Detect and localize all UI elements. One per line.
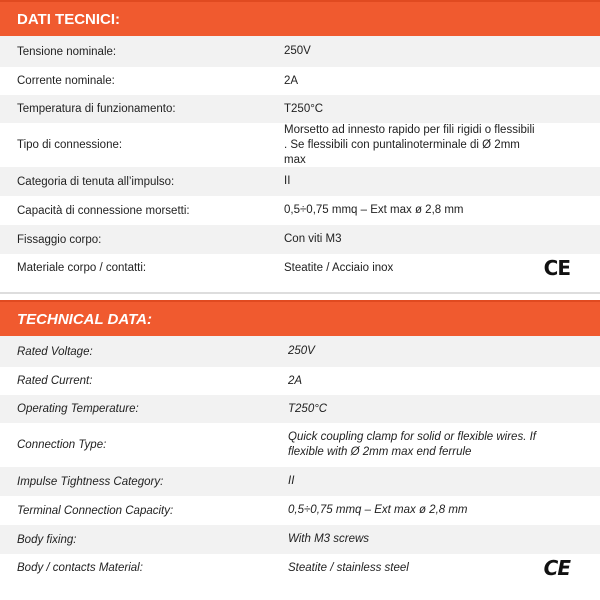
row-label: Impulse Tightness Category:	[17, 475, 164, 488]
section-title-it: DATI TECNICI:	[0, 0, 600, 36]
row-value: Morsetto ad innesto rapido per fili rigidi o flessibili . Se flessibili con puntalinoterminale di Ø 2mm max	[284, 123, 535, 166]
table-row	[0, 225, 600, 254]
row-label: Materiale corpo / contatti:	[17, 262, 147, 274]
section-divider	[0, 292, 600, 294]
table-row	[0, 395, 600, 423]
table-row	[0, 525, 600, 554]
english-technical-section	[0, 300, 600, 582]
row-label: Corrente nominale:	[17, 75, 115, 87]
table-row	[0, 423, 600, 467]
row-label: Terminal Connection Capacity:	[17, 504, 174, 517]
row-value: Con viti M3	[284, 233, 342, 245]
table-row	[0, 196, 600, 225]
section-title-en: TECHNICAL DATA:	[0, 300, 600, 336]
spec-table-en	[0, 336, 600, 582]
table-row	[0, 36, 600, 67]
row-label: Categoria di tenuta all’impulso:	[17, 175, 175, 188]
table-row	[0, 367, 600, 395]
row-label: Temperatura di funzionamento:	[17, 103, 176, 115]
row-value: Quick coupling clamp for solid or flexible wires. If flexible with Ø 2mm max end ferrule	[288, 431, 536, 458]
row-value: 250V	[284, 45, 311, 57]
italian-technical-section	[0, 0, 600, 282]
spec-table-it	[0, 36, 600, 282]
row-label: Rated Current:	[17, 375, 93, 387]
row-label: Tensione nominale:	[17, 45, 117, 58]
row-value: 0,5÷0,75 mmq – Ext max ø 2,8 mm	[284, 204, 464, 216]
table-row	[0, 467, 600, 496]
row-value: T250°C	[284, 102, 324, 115]
row-value: 0,5÷0,75 mmq – Ext max ø 2,8 mm	[288, 504, 468, 516]
table-row	[0, 496, 600, 525]
row-label: Body / contacts Material:	[17, 562, 143, 574]
table-row	[0, 254, 600, 282]
row-value: Steatite / Acciaio inox	[284, 261, 394, 274]
row-value: Steatite / stainless steel	[288, 561, 409, 574]
row-label: Capacità di connessione morsetti:	[17, 204, 190, 217]
table-row	[0, 167, 600, 196]
row-label: Body fixing:	[17, 533, 77, 546]
row-value: II	[284, 175, 291, 187]
table-row	[0, 336, 600, 367]
row-value: II	[288, 475, 295, 487]
table-row	[0, 123, 600, 167]
ce-mark-icon: CE	[543, 256, 570, 280]
row-label: Operating Temperature:	[17, 403, 139, 415]
row-label: Fissaggio corpo:	[17, 233, 102, 246]
row-value: 2A	[288, 374, 303, 387]
table-row	[0, 67, 600, 95]
row-value: 250V	[288, 345, 315, 357]
row-value: T250°C	[288, 402, 328, 415]
row-label: Rated Voltage:	[17, 345, 93, 358]
table-row	[0, 95, 600, 123]
table-row	[0, 554, 600, 582]
row-label: Connection Type:	[17, 439, 107, 451]
ce-mark-icon: CE	[543, 556, 570, 580]
row-value: 2A	[284, 74, 299, 87]
row-label: Tipo di connessione:	[17, 139, 123, 151]
row-value: With M3 screws	[288, 533, 370, 545]
